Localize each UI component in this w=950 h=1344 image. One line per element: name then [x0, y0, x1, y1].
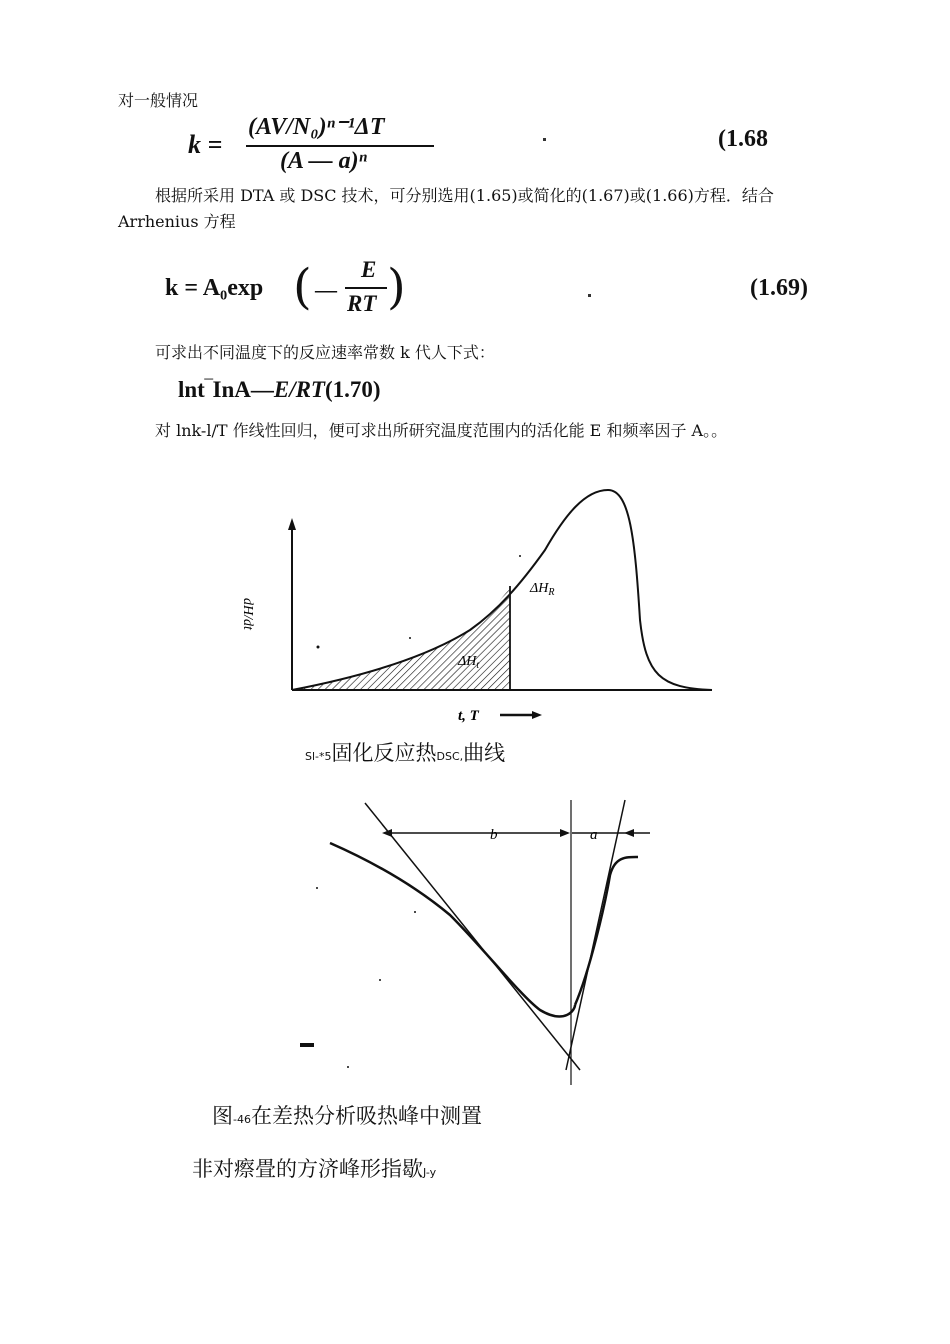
paragraph-1-line-1: 根据所采用 DTA 或 DSC 技术，可分别选用(1.65)或简化的(1.67)或(1.66)方程．结合: [155, 186, 774, 205]
figure-2-caption-line-2: 非对瘵畳的方济峰形指歇J-y: [192, 1157, 437, 1181]
x-axis-arrow-head: [532, 711, 542, 719]
eq170-part3: E/RT: [273, 377, 325, 402]
figure-2-peak-shape: [290, 795, 670, 1090]
endotherm-curve-left: [330, 843, 575, 1016]
equation-1-68: [188, 112, 448, 182]
figure-1-caption: Sl-*5固化反应热DSC,曲线: [305, 741, 506, 765]
eq169-number: (1.69): [750, 275, 808, 301]
eq168-number: (1.68: [718, 126, 768, 152]
eq170-part2: ‾InA—: [204, 377, 274, 402]
label-a: a: [590, 827, 598, 843]
eq168-numerator: (AV/N₀)ⁿ⁻¹ΔT: [248, 114, 385, 140]
figure-2-caption-line-1: 图-46在差热分析吸热峰中测置: [212, 1104, 482, 1128]
intro-text: 对一般情况: [118, 91, 199, 110]
paragraph-3: 对 lnk-l/T 作线性回归，便可求出所研究温度范围内的活化能 E 和频率因子 A。。: [155, 421, 728, 440]
eq169-right-paren: ): [387, 259, 406, 315]
dimension-a-arrow: [624, 829, 634, 837]
scan-dot: [379, 979, 381, 981]
tangent-line-left: [365, 803, 580, 1070]
scan-mark: [300, 1043, 314, 1047]
dimension-b-arrow-right: [560, 829, 570, 837]
eq169-minus: —: [315, 277, 337, 302]
scan-dot: [588, 294, 591, 297]
label-delta-hr: $\Delta H_R$: [530, 581, 555, 598]
equation-1-69: [165, 255, 425, 325]
scan-dot: [409, 637, 411, 639]
eq169-numerator: E: [361, 257, 377, 282]
equation-1-70: [178, 377, 381, 403]
hatched-area-delta-ht: [292, 588, 510, 690]
y-axis-label: dH/dt: [240, 598, 255, 630]
scan-dot: [347, 1066, 349, 1068]
eq170-part1: lnt: [178, 377, 205, 402]
label-b: b: [490, 827, 498, 843]
scan-dot: [316, 887, 318, 889]
y-axis-arrow: [288, 518, 296, 530]
scan-dot: [519, 555, 521, 557]
paragraph-1-line-2: Arrhenius 方程: [118, 212, 236, 231]
x-axis-label: t, T: [458, 708, 479, 724]
eq168-lhs: k =: [188, 130, 223, 159]
eq169-left-paren: (: [293, 259, 312, 315]
eq168-denominator: (A — a)ⁿ: [280, 148, 368, 174]
scan-dot: [414, 911, 416, 913]
eq169-fraction-bar: [345, 287, 387, 289]
scan-dot: [317, 646, 320, 649]
eq169-lhs: k = A₀exp: [165, 275, 264, 301]
eq169-denominator: RT: [347, 291, 377, 316]
paragraph-2: 可求出不同温度下的反应速率常数 k 代人下式：: [155, 343, 495, 362]
eq170-part4: (1.70): [324, 377, 381, 402]
scan-dot: [543, 138, 546, 141]
eq168-fraction-bar: [246, 145, 434, 147]
figure-1-dsc-curve: [230, 480, 730, 730]
label-delta-ht: $\Delta H_t$: [458, 654, 480, 671]
